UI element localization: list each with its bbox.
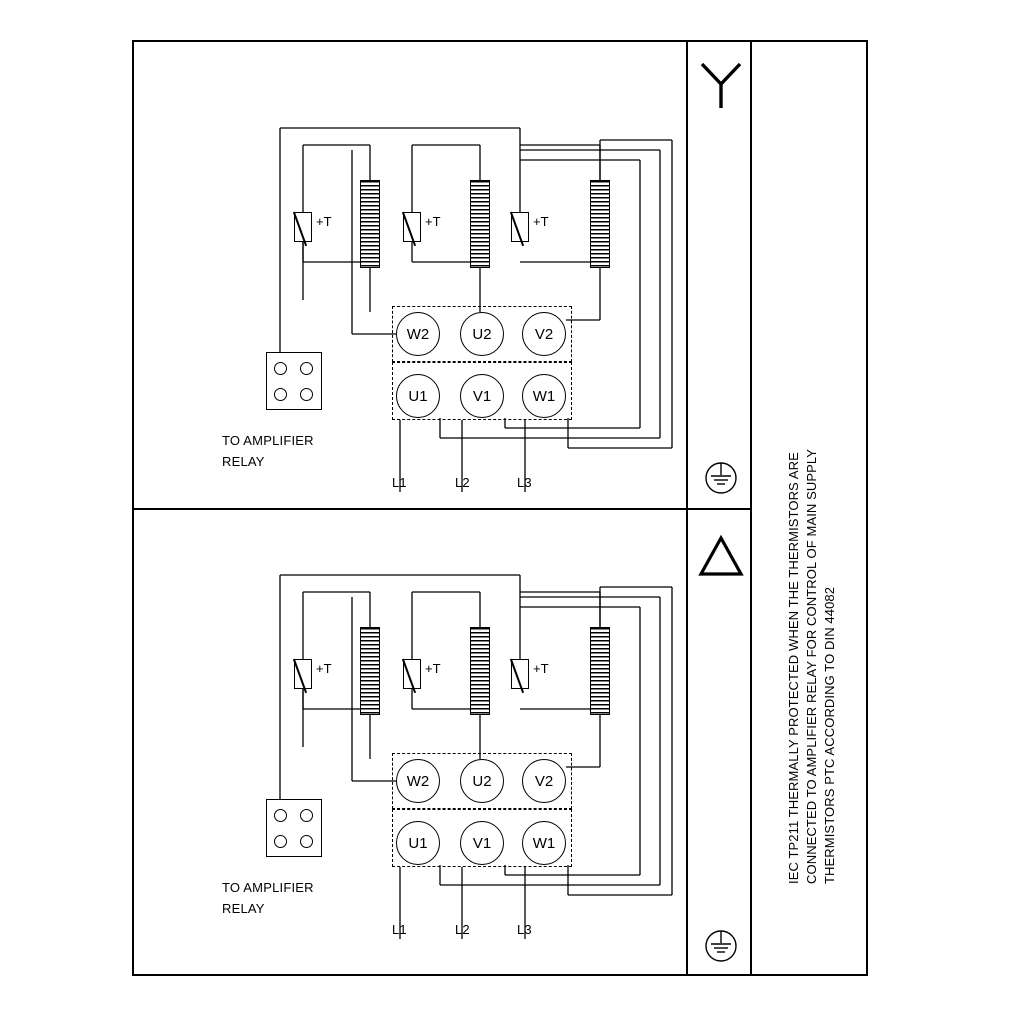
terminal-u2-delta: U2 [460, 759, 504, 803]
ptc-thermistor-1-star [294, 212, 312, 242]
wye-star-symbol [698, 60, 744, 112]
terminal-hole-3-delta [274, 835, 287, 848]
side-note-line-2: CONNECTED TO AMPLIFIER RELAY FOR CONTROL OF MAIN SUPPLY [804, 448, 819, 884]
motor-coil-1-star [360, 180, 380, 268]
terminal-hole-4-star [300, 388, 313, 401]
terminal-v1-star: V1 [460, 374, 504, 418]
phase-label-l1-delta: L1 [392, 922, 407, 937]
phase-label-l2-delta: L2 [455, 922, 470, 937]
terminal-hole-1-star [274, 362, 287, 375]
terminal-w1-delta: W1 [522, 821, 566, 865]
ptc-thermistor-2-delta [403, 659, 421, 689]
amplifier-note-line2-delta: RELAY [222, 901, 265, 916]
thermistor-label-1-star: +T [316, 214, 332, 229]
motor-coil-3-delta [590, 627, 610, 715]
terminal-w2-delta: W2 [396, 759, 440, 803]
motor-coil-2-star [470, 180, 490, 268]
terminal-hole-3-star [274, 388, 287, 401]
phase-label-l1-star: L1 [392, 475, 407, 490]
symbol-column-divider-top [686, 40, 688, 508]
panel-divider-horizontal [132, 508, 752, 510]
delta-triangle-symbol [698, 534, 744, 580]
terminal-hole-2-delta [300, 809, 313, 822]
phase-label-l3-delta: L3 [517, 922, 532, 937]
motor-coil-3-star [590, 180, 610, 268]
phase-label-l3-star: L3 [517, 475, 532, 490]
thermistor-label-2-star: +T [425, 214, 441, 229]
ptc-thermistor-3-star [511, 212, 529, 242]
ptc-thermistor-2-star [403, 212, 421, 242]
thermistor-label-1-delta: +T [316, 661, 332, 676]
terminal-hole-1-delta [274, 809, 287, 822]
side-note-line-1: IEC TP211 THERMALLY PROTECTED WHEN THE THERMISTORS ARE [786, 452, 801, 884]
terminal-u1-delta: U1 [396, 821, 440, 865]
terminal-hole-2-star [300, 362, 313, 375]
terminal-hole-4-delta [300, 835, 313, 848]
delta-panel-wiring [0, 0, 300, 150]
amplifier-terminal-block-star [266, 352, 322, 410]
terminal-u2-star: U2 [460, 312, 504, 356]
motor-coil-1-delta [360, 627, 380, 715]
amplifier-note-line1-star: TO AMPLIFIER [222, 433, 314, 448]
thermistor-label-2-delta: +T [425, 661, 441, 676]
terminal-w1-star: W1 [522, 374, 566, 418]
amplifier-note-line2-star: RELAY [222, 454, 265, 469]
ptc-thermistor-1-delta [294, 659, 312, 689]
phase-label-l2-star: L2 [455, 475, 470, 490]
earth-ground-symbol-star [700, 460, 742, 496]
side-note-line-3: THERMISTORS PTC ACCORDING TO DIN 44082 [822, 586, 837, 884]
earth-ground-symbol-delta [700, 928, 742, 964]
terminal-v2-delta: V2 [522, 759, 566, 803]
thermistor-label-3-delta: +T [533, 661, 549, 676]
terminal-v2-star: V2 [522, 312, 566, 356]
symbol-column-divider-bottom [686, 508, 688, 976]
thermistor-label-3-star: +T [533, 214, 549, 229]
terminal-v1-delta: V1 [460, 821, 504, 865]
note-column-divider [750, 40, 752, 976]
amplifier-note-line1-delta: TO AMPLIFIER [222, 880, 314, 895]
amplifier-terminal-block-delta [266, 799, 322, 857]
terminal-w2-star: W2 [396, 312, 440, 356]
ptc-thermistor-3-delta [511, 659, 529, 689]
terminal-u1-star: U1 [396, 374, 440, 418]
motor-coil-2-delta [470, 627, 490, 715]
